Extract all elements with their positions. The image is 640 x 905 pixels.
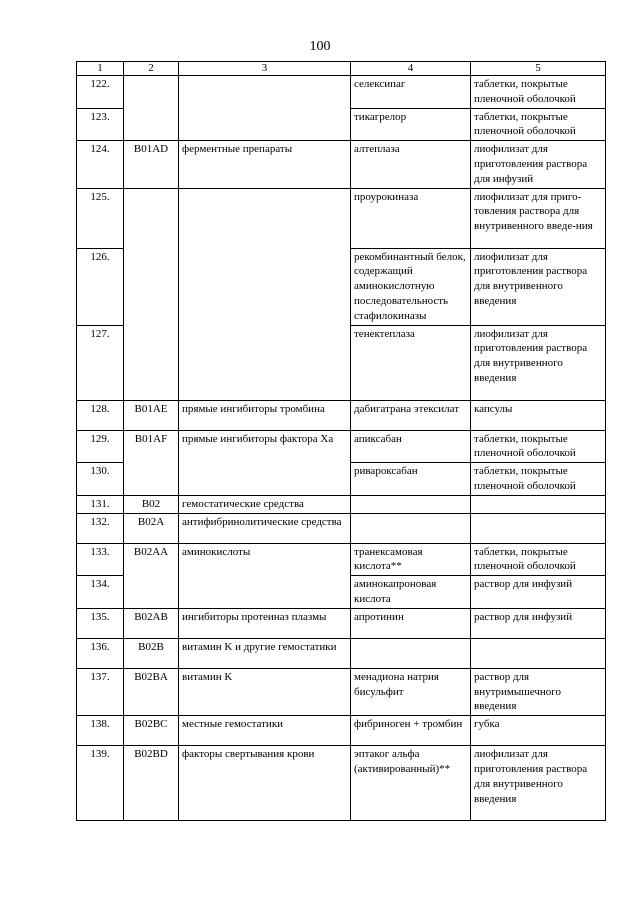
drug-name <box>351 513 471 543</box>
drug-name: селексипаг <box>351 76 471 109</box>
dosage-form: губка <box>471 716 606 746</box>
group-name: антифибринолитические средства <box>179 513 351 543</box>
atc-code-cell <box>124 76 179 141</box>
drug-name: эптаког альфа (активированный)** <box>351 746 471 821</box>
drug-name: тикагрелор <box>351 108 471 141</box>
dosage-form: таблетки, покрытые пленочной оболочкой <box>471 108 606 141</box>
group-name: местные гемостатики <box>179 716 351 746</box>
group-name: гемостатические средства <box>179 495 351 513</box>
row-number: 136. <box>77 638 124 668</box>
atc-code: B01AE <box>124 400 179 430</box>
group-name: прямые ингибиторы фактора Xa <box>179 430 351 495</box>
dosage-form: лиофилизат для приго-товления раствора для внутривенного введе-ния <box>471 188 606 248</box>
row-number: 138. <box>77 716 124 746</box>
dosage-form: лиофилизат для приготовления раствора для внутривенного введения <box>471 746 606 821</box>
row-number: 139. <box>77 746 124 821</box>
drug-name: апротинин <box>351 608 471 638</box>
group-name: витамин K и другие гемостатики <box>179 638 351 668</box>
drug-name: алтеплаза <box>351 141 471 188</box>
column-header: 1 <box>77 62 124 76</box>
atc-code: B02A <box>124 513 179 543</box>
atc-code: B01AF <box>124 430 179 495</box>
row-number: 130. <box>77 463 124 496</box>
dosage-form <box>471 495 606 513</box>
drug-list-table <box>76 61 606 821</box>
atc-code-cell <box>124 188 179 400</box>
dosage-form: таблетки, покрытые пленочной оболочкой <box>471 76 606 109</box>
drug-name: аминокапроновая кислота <box>351 576 471 609</box>
atc-code: B02B <box>124 638 179 668</box>
row-number: 122. <box>77 76 124 109</box>
table-row <box>77 430 606 463</box>
table-header-row <box>77 62 606 76</box>
column-header: 3 <box>179 62 351 76</box>
atc-code: B02BC <box>124 716 179 746</box>
drug-name: ривароксабан <box>351 463 471 496</box>
dosage-form <box>471 513 606 543</box>
table-row <box>77 141 606 188</box>
row-number: 134. <box>77 576 124 609</box>
row-number: 124. <box>77 141 124 188</box>
table-row <box>77 188 606 248</box>
dosage-form: капсулы <box>471 400 606 430</box>
group-cell <box>179 76 351 141</box>
group-name: прямые ингибиторы тромбина <box>179 400 351 430</box>
dosage-form <box>471 638 606 668</box>
dosage-form: раствор для инфузий <box>471 608 606 638</box>
row-number: 137. <box>77 668 124 715</box>
atc-code: B02BD <box>124 746 179 821</box>
drug-name <box>351 495 471 513</box>
drug-name: дабигатрана этексилат <box>351 400 471 430</box>
drug-name <box>351 638 471 668</box>
group-name: факторы свертывания крови <box>179 746 351 821</box>
atc-code: B02 <box>124 495 179 513</box>
drug-name: проурокиназа <box>351 188 471 248</box>
dosage-form: лиофилизат для приготовления раствора для инфузий <box>471 141 606 188</box>
drug-name: рекомбинантный белок, содержащий аминокислотную последовательность стафилокиназы <box>351 248 471 325</box>
row-number: 127. <box>77 325 124 400</box>
table-row <box>77 668 606 715</box>
column-header: 2 <box>124 62 179 76</box>
table-row <box>77 716 606 746</box>
drug-name: апиксабан <box>351 430 471 463</box>
dosage-form: таблетки, покрытые пленочной оболочкой <box>471 430 606 463</box>
table-row <box>77 638 606 668</box>
table-row <box>77 495 606 513</box>
row-number: 129. <box>77 430 124 463</box>
dosage-form: раствор для инфузий <box>471 576 606 609</box>
dosage-form: таблетки, покрытые пленочной оболочкой <box>471 463 606 496</box>
row-number: 133. <box>77 543 124 576</box>
dosage-form: раствор для внутримышечного введения <box>471 668 606 715</box>
atc-code: B02AB <box>124 608 179 638</box>
atc-code: B01AD <box>124 141 179 188</box>
row-number: 132. <box>77 513 124 543</box>
dosage-form: лиофилизат для приготовления раствора для внутривенного введения <box>471 325 606 400</box>
row-number: 125. <box>77 188 124 248</box>
table-row <box>77 400 606 430</box>
table-row <box>77 746 606 821</box>
row-number: 131. <box>77 495 124 513</box>
drug-name: тенектеплаза <box>351 325 471 400</box>
page-number: 100 <box>309 39 331 54</box>
dosage-form: лиофилизат для приготовления раствора для внутривенного введения <box>471 248 606 325</box>
dosage-form: таблетки, покрытые пленочной оболочкой <box>471 543 606 576</box>
table-row <box>77 608 606 638</box>
column-header: 5 <box>471 62 606 76</box>
drug-name: менадиона натрия бисульфит <box>351 668 471 715</box>
row-number: 123. <box>77 108 124 141</box>
table-row <box>77 513 606 543</box>
column-header: 4 <box>351 62 471 76</box>
atc-code: B02AA <box>124 543 179 608</box>
group-name: ферментные препараты <box>179 141 351 188</box>
atc-code: B02BA <box>124 668 179 715</box>
group-name: витамин K <box>179 668 351 715</box>
table-row <box>77 543 606 576</box>
row-number: 128. <box>77 400 124 430</box>
group-name: аминокислоты <box>179 543 351 608</box>
drug-name: транексамовая кислота** <box>351 543 471 576</box>
group-cell <box>179 188 351 400</box>
group-name: ингибиторы протеиназ плазмы <box>179 608 351 638</box>
table-row <box>77 76 606 109</box>
row-number: 135. <box>77 608 124 638</box>
drug-name: фибриноген + тромбин <box>351 716 471 746</box>
row-number: 126. <box>77 248 124 325</box>
